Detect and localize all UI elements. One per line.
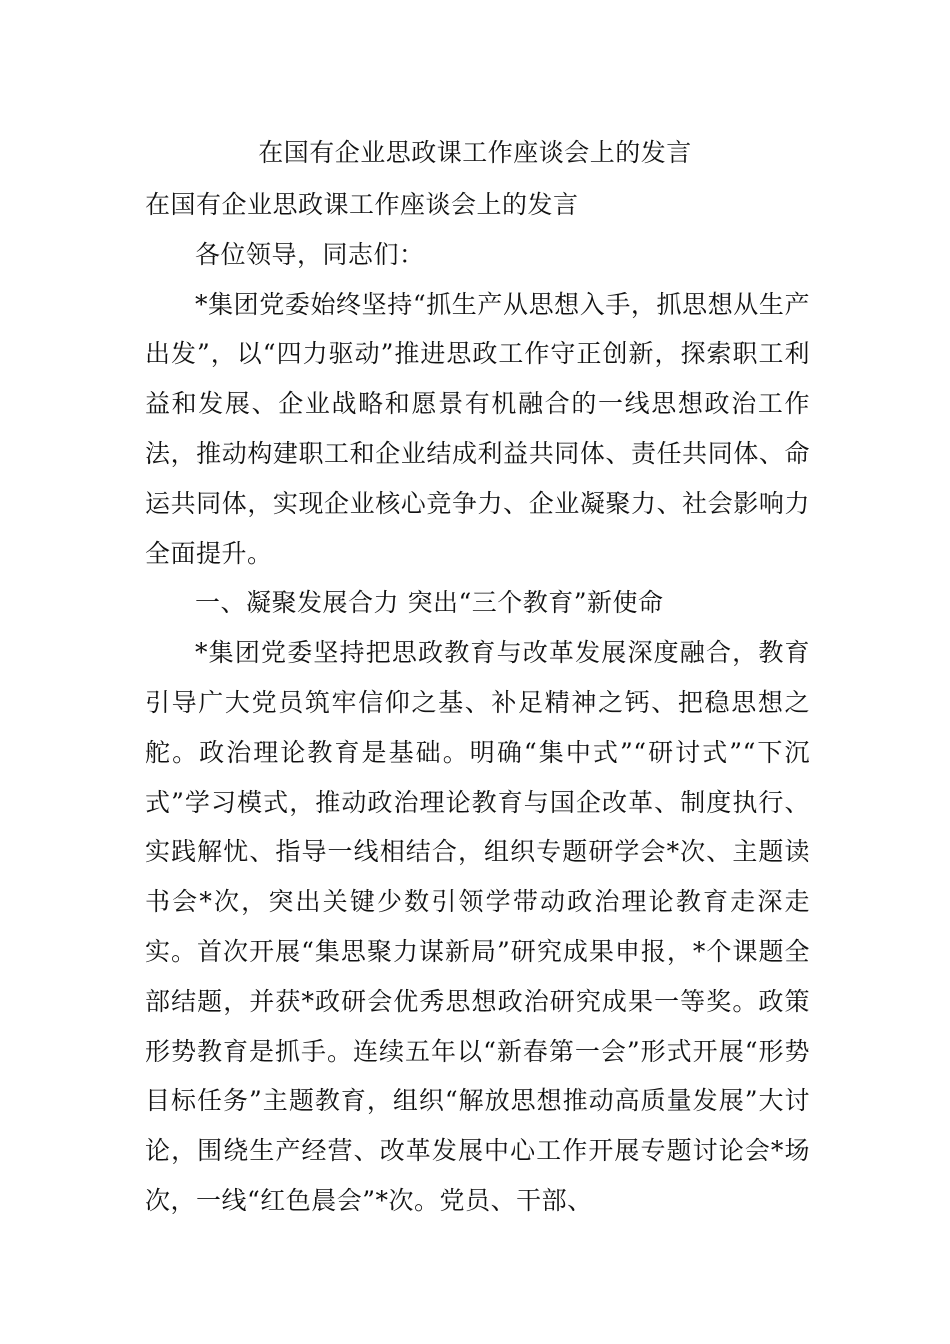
intro-paragraph: *集团党委始终坚持“抓生产从思想入手，抓思想从生产出发”，以“四力驱动”推进思政工作守正创新，探索职工利益和发展、企业战略和愿景有机融合的一线思想政治工作法，推动构建职工和企业结成利益共同体、责任共同体、命运共同体，实现企业核心竞争力、企业凝聚力、社会影响力全面提升。 <box>145 289 810 568</box>
section-heading: 一、凝聚发展合力 突出“三个教育”新使命 <box>195 588 664 618</box>
section-body-paragraph: *集团党委坚持把思政教育与改革发展深度融合，教育引导广大党员筑牢信仰之基、补足精神之钙、把稳思想之舵。政治理论教育是基础。明确“集中式”“研讨式”“下沉式”学习模式，推动政治理论教育与国企改革、制度执行、实践解忧、指导一线相结合，组织专题研学会*次、主题读书会*次，突出关键少数引领学带动政治理论教育走深走实。首次开展“集思聚力谋新局”研究成果申报，*个课题全部结题，并获*政研会优秀思想政治研究成果一等奖。政策形势教育是抓手。连续五年以“新春第一会”形式开展“形势目标任务”主题教育，组织“解放思想推动高质量发展”大讨论，围绕生产经营、改革发展中心工作开展专题讨论会*场次，一线“红色晨会”*次。党员、干部、 <box>145 638 810 1215</box>
salutation-paragraph: 各位领导，同志们： <box>195 239 425 269</box>
document-title: 在国有企业思政课工作座谈会上的发言 <box>258 138 692 167</box>
document-body <box>145 180 810 1226</box>
repeated-title-paragraph: 在国有企业思政课工作座谈会上的发言 <box>145 190 579 219</box>
